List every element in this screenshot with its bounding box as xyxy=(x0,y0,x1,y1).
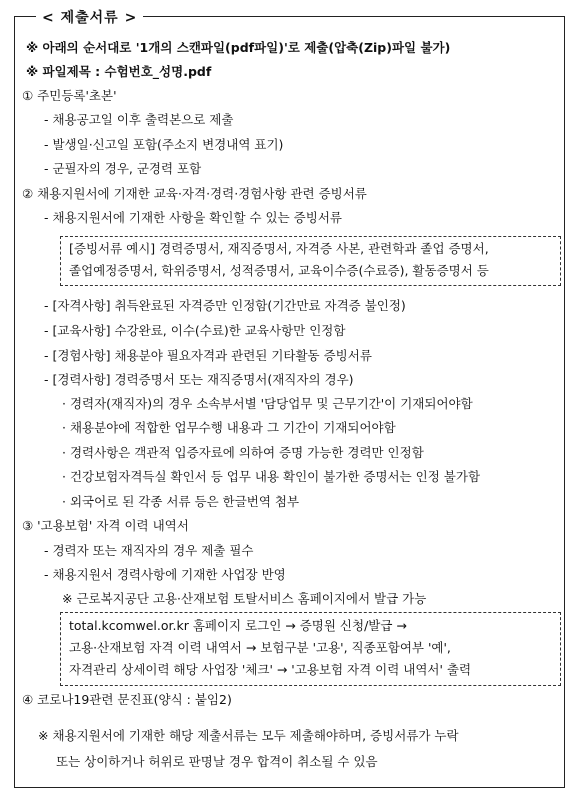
qualification-note: - [자격사항] 취득완료된 자격증만 인정함(기간만료 자격증 불인정) xyxy=(44,298,406,313)
experience-note: - [경험사항] 채용분야 필요자격과 관련된 기타활동 증빙서류 xyxy=(44,348,372,363)
instruction-order: ※ 아래의 순서대로 '1개의 스캔파일(pdf파일)'로 제출(압축(Zip)파일 불가) xyxy=(26,40,451,55)
item-1-detail: - 군필자의 경우, 군경력 포함 xyxy=(44,161,202,176)
item-3-note: ※ 근로복지공단 고용·산재보험 토탈서비스 홈페이지에서 발급 가능 xyxy=(62,591,427,606)
career-bullet: · 외국어로 된 각종 서류 등은 한글번역 첨부 xyxy=(62,494,300,509)
item-3-detail: - 경력자 또는 재직자의 경우 제출 필수 xyxy=(44,543,254,558)
career-note: - [경력사항] 경력증명서 또는 재직증명서(재직자의 경우) xyxy=(44,372,354,387)
career-bullet: · 경력사항은 객관적 입증자료에 의하여 증명 가능한 경력만 인정함 xyxy=(62,445,424,460)
education-note: - [교육사항] 수강완료, 이수(수료)한 교육사항만 인정함 xyxy=(44,323,346,338)
item-3-heading: ③ '고용보험' 자격 이력 내역서 xyxy=(22,518,189,533)
item-1-heading: ① 주민등록'초본' xyxy=(22,88,117,103)
issuance-step-line: 자격관리 상세이력 해당 사업장 '체크' → '고용보험 자격 이력 내역서' 출력 xyxy=(69,662,472,677)
career-bullet: · 채용분야에 적합한 업무수행 내용과 그 기간이 기재되어야함 xyxy=(62,420,396,435)
closing-notice: ※ 채용지원서에 기재한 해당 제출서류는 모두 제출해야하며, 증빙서류가 누락 xyxy=(38,728,459,743)
item-1-detail: - 채용공고일 이후 출력본으로 제출 xyxy=(44,112,234,127)
item-1-detail: - 발생일·신고일 포함(주소지 변경내역 표기) xyxy=(44,137,284,152)
instruction-filename: ※ 파일제목 : 수험번호_성명.pdf xyxy=(26,64,212,79)
career-bullet: · 경력자(재직자)의 경우 소속부서별 '담당업무 및 근무기간'이 기재되어야함 xyxy=(62,396,473,411)
example-documents-line: 졸업예정증명서, 학위증명서, 성적증명서, 교육이수증(수료증), 활동증명서 등 xyxy=(69,263,489,278)
career-bullet: · 건강보험자격득실 확인서 등 업무 내용 확인이 불가한 증명서는 인정 불가함 xyxy=(62,469,481,484)
item-3-detail: - 채용지원서 경력사항에 기재한 사업장 반영 xyxy=(44,567,286,582)
issuance-step-line: total.kcomwel.or.kr 홈페이지 로그인 → 증명원 신청/발급 → xyxy=(69,618,407,633)
section-title: < 제출서류 > xyxy=(36,7,143,27)
example-documents-box xyxy=(60,236,561,286)
item-2-heading: ② 채용지원서에 기재한 교육·자격·경력·경험사항 관련 증빙서류 xyxy=(22,186,367,201)
issuance-steps-box xyxy=(60,612,561,686)
item-4-heading: ④ 코로나19관련 문진표(양식 : 붙임2) xyxy=(22,692,232,707)
closing-notice: 또는 상이하거나 허위로 판명날 경우 합격이 취소될 수 있음 xyxy=(56,754,378,769)
example-documents-line: [증빙서류 예시] 경력증명서, 재직증명서, 자격증 사본, 관련학과 졸업 증명서, xyxy=(69,241,489,256)
item-2-detail: - 채용지원서에 기재한 사항을 확인할 수 있는 증빙서류 xyxy=(44,210,342,225)
issuance-step-line: 고용·산재보험 자격 이력 내역서 → 보험구분 '고용', 직종포함여부 '예', xyxy=(69,640,451,655)
